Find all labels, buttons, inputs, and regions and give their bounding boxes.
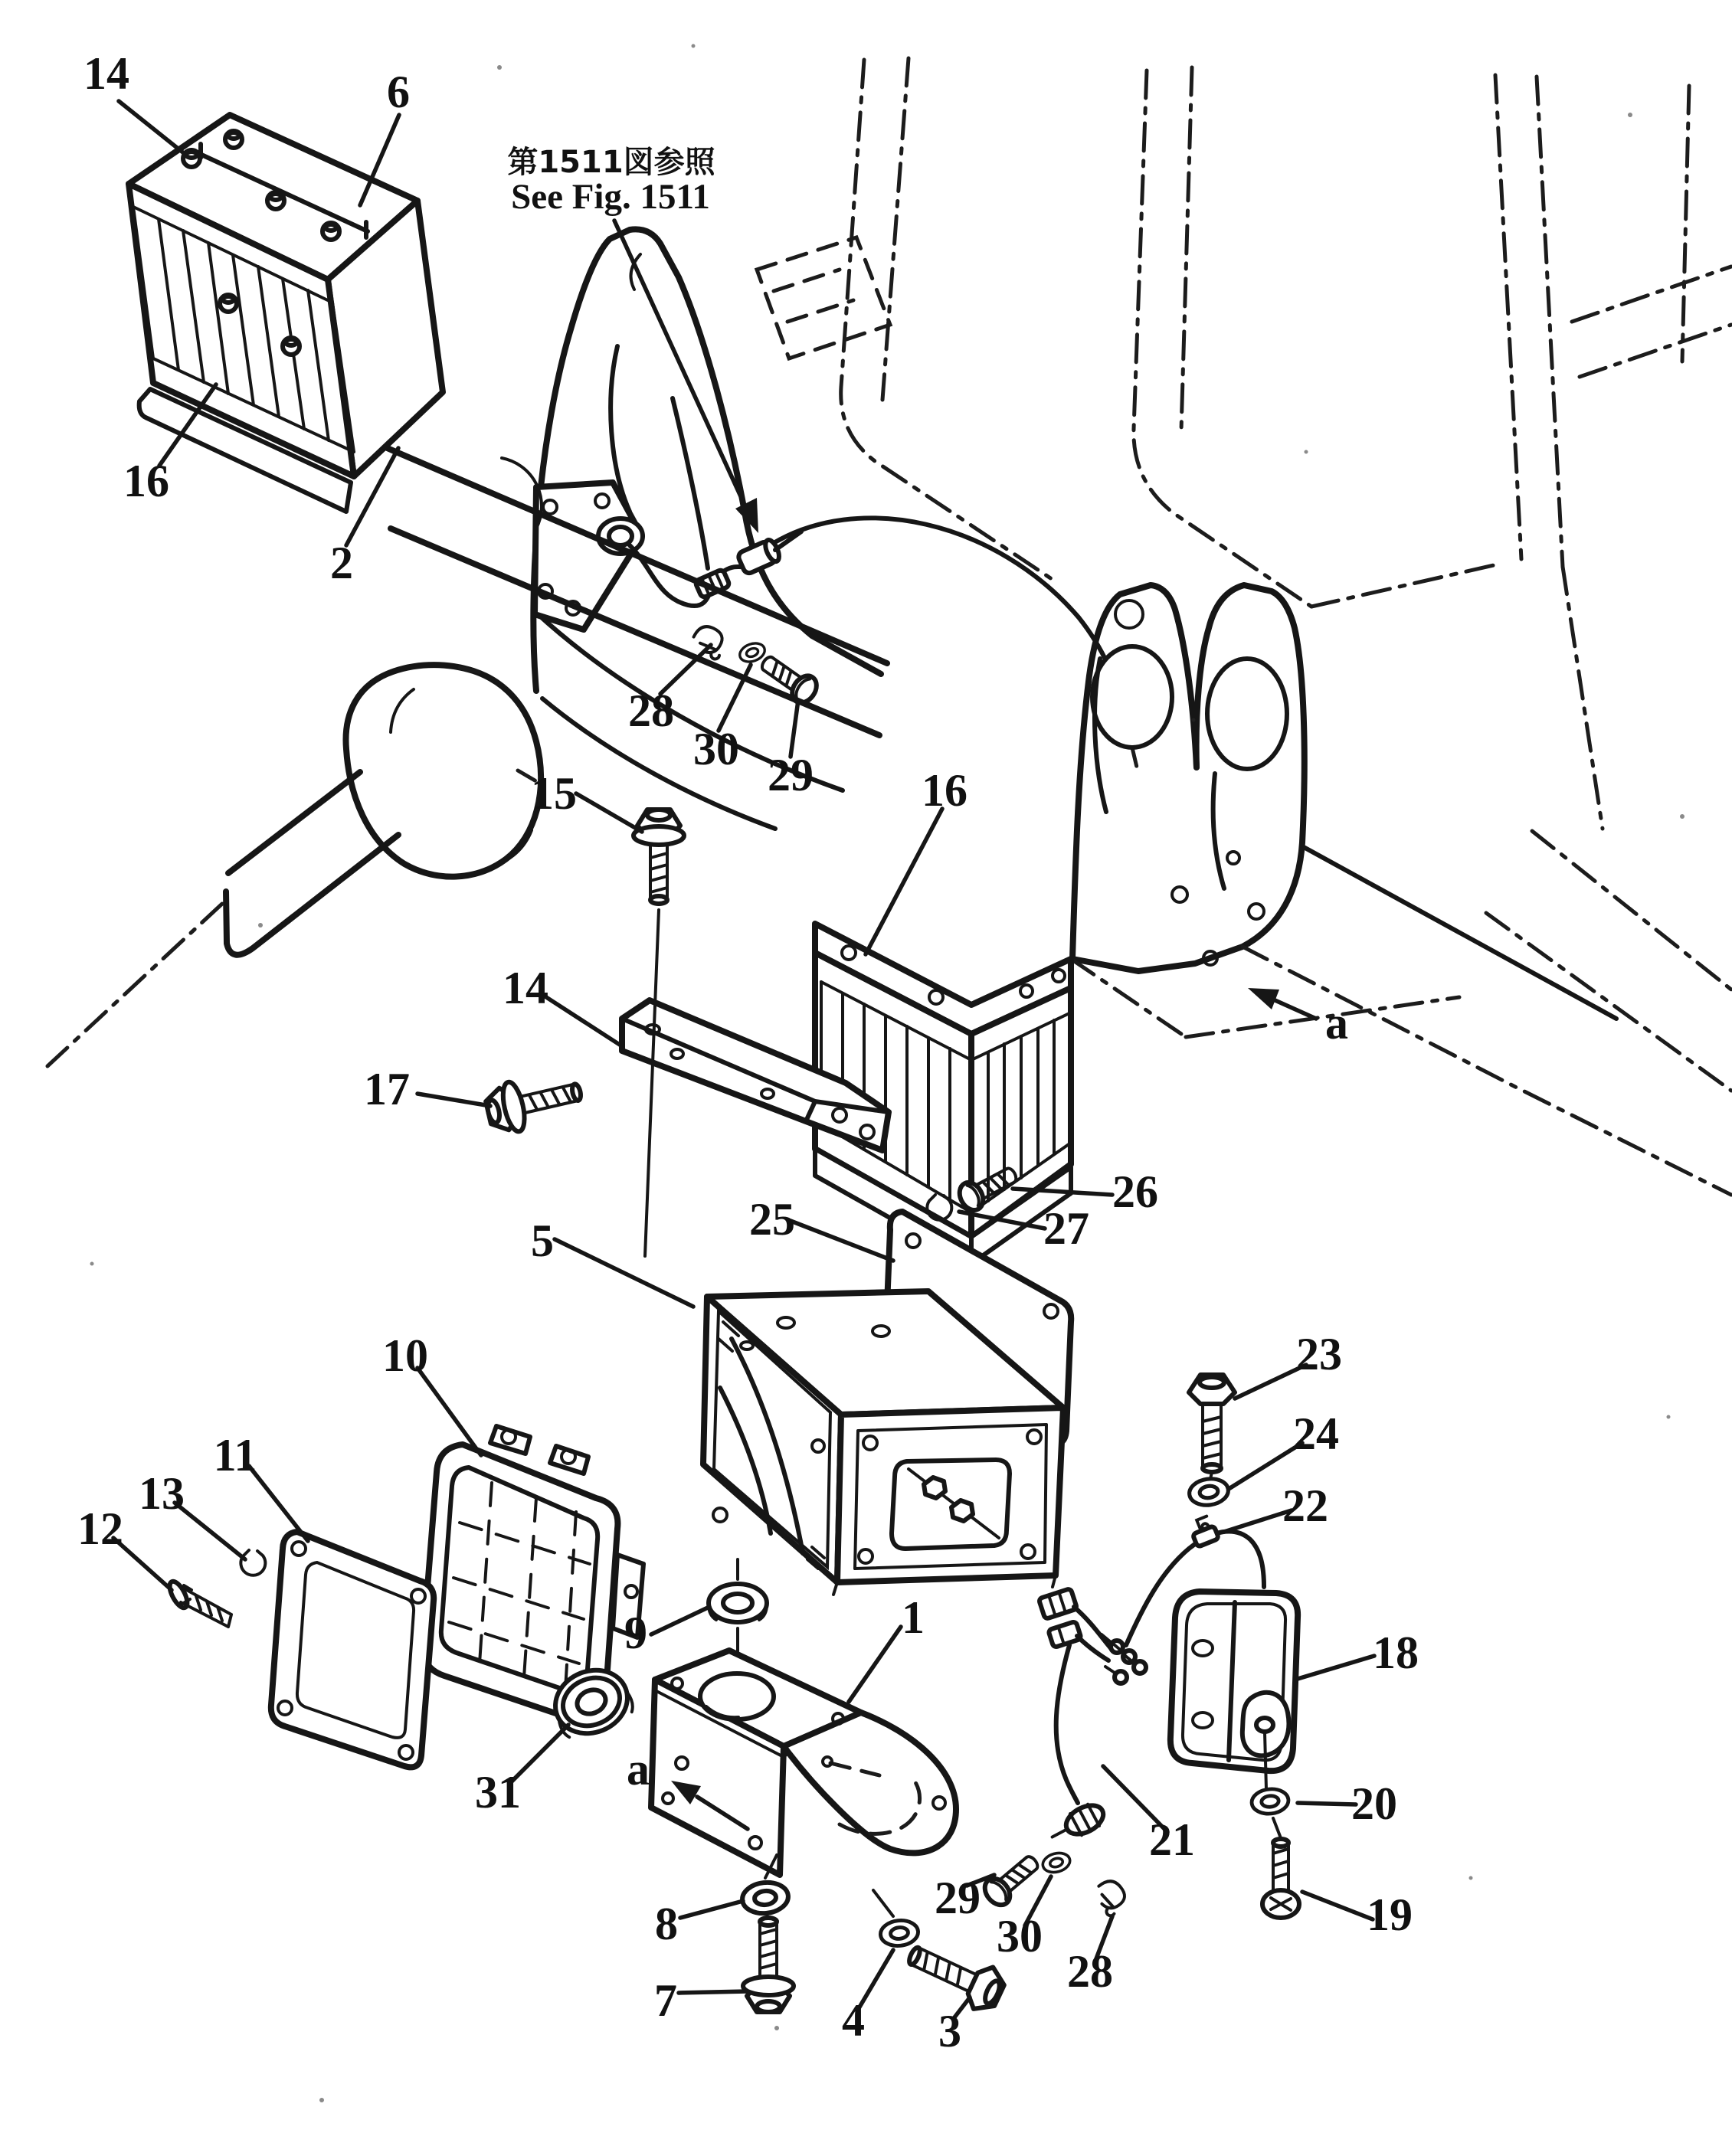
- washer-8: [741, 1880, 790, 1916]
- washer-30-lower: [1041, 1850, 1072, 1875]
- rear-lamp-18: [1170, 1592, 1298, 1789]
- view-label-a-bottom: a: [627, 1744, 650, 1794]
- part-label-29-lower: 29: [935, 1873, 981, 1923]
- gasket-11: [271, 1532, 434, 1767]
- part-label-1: 1: [902, 1592, 925, 1643]
- part-label-30-lower: 30: [997, 1911, 1043, 1961]
- guard-bolt: [225, 131, 242, 148]
- guard-bolt: [220, 295, 237, 312]
- part-label-27: 27: [1043, 1203, 1089, 1254]
- part-label-28-lower: 28: [1067, 1946, 1113, 1997]
- part-label-9: 9: [624, 1608, 647, 1658]
- bolt-23: [1189, 1375, 1235, 1472]
- part-label-3: 3: [938, 2006, 961, 2056]
- part-label-5: 5: [531, 1215, 554, 1266]
- part-label-22: 22: [1282, 1480, 1328, 1531]
- part-label-31: 31: [475, 1767, 521, 1817]
- part-label-14-top: 14: [83, 48, 129, 99]
- part-label-15: 15: [531, 768, 577, 819]
- part-label-29-upper: 29: [768, 750, 814, 800]
- bolt-7: [743, 1918, 794, 2012]
- part-label-26: 26: [1112, 1166, 1158, 1217]
- part-label-21: 21: [1149, 1814, 1195, 1865]
- clip-28-lower: [1094, 1880, 1127, 1918]
- part-label-16-guard: 16: [123, 456, 169, 506]
- part-label-8: 8: [655, 1899, 678, 1949]
- part-label-13: 13: [139, 1468, 185, 1519]
- clamp-22: [1188, 1515, 1219, 1547]
- reference-note-en: See Fig. 1511: [511, 177, 710, 217]
- part-label-2: 2: [330, 538, 353, 588]
- part-label-19: 19: [1367, 1889, 1413, 1940]
- part-label-12: 12: [77, 1503, 123, 1554]
- reference-note-jp: 第1511図参照: [507, 145, 715, 180]
- part-label-20: 20: [1351, 1778, 1397, 1829]
- part-label-14-bracket: 14: [503, 963, 548, 1013]
- washer-9: [709, 1584, 767, 1622]
- part-label-10: 10: [382, 1330, 428, 1381]
- view-arrow-a-right: [1248, 988, 1316, 1019]
- part-label-11: 11: [213, 1430, 257, 1480]
- bolt-17: [483, 1067, 586, 1137]
- see-fig-leader: [614, 221, 758, 533]
- bolt-19: [1262, 1818, 1299, 1918]
- part-label-16-grille: 16: [922, 765, 967, 816]
- part-label-23: 23: [1296, 1329, 1342, 1379]
- guard-bolt: [322, 223, 339, 240]
- wire-connector-large: [737, 538, 782, 575]
- part-label-17: 17: [364, 1064, 410, 1114]
- bolt-15: [634, 810, 684, 904]
- lock-washer-13: [241, 1550, 265, 1575]
- part-label-24: 24: [1293, 1408, 1339, 1459]
- view-label-a-right: a: [1325, 998, 1348, 1049]
- part-label-25: 25: [749, 1194, 795, 1245]
- hydraulic-cylinder: [47, 430, 887, 1066]
- bolt-29-lower: [980, 1849, 1044, 1909]
- screw-12: [166, 1579, 231, 1627]
- part-label-4: 4: [842, 1995, 865, 2046]
- part-label-6: 6: [387, 67, 410, 117]
- alignment-line-15: [645, 910, 659, 1256]
- part-label-28-upper: 28: [628, 685, 674, 736]
- washer-20: [1250, 1788, 1289, 1816]
- washer-24: [1187, 1477, 1229, 1508]
- washer-4: [879, 1919, 919, 1948]
- cab-outline: [841, 58, 1731, 1091]
- guard-bolt: [267, 192, 284, 209]
- part-label-18: 18: [1373, 1628, 1419, 1678]
- lamp-bracket-1: [651, 1651, 956, 1875]
- front-frame-bracket-right: [1071, 585, 1731, 1195]
- part-label-7: 7: [654, 1975, 677, 2026]
- bolt-3: [902, 1934, 1009, 2017]
- part-label-30-upper: 30: [693, 724, 739, 774]
- guard-bolt: [283, 338, 300, 355]
